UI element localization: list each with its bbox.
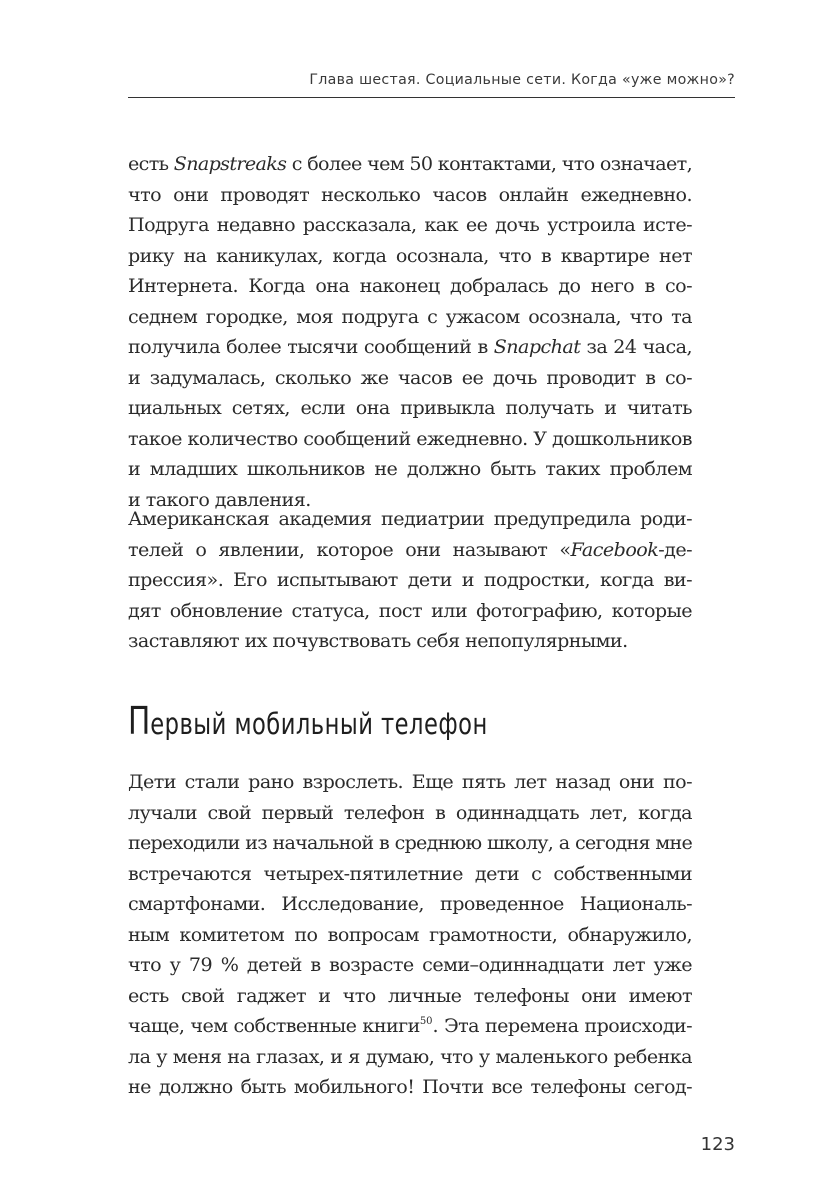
- text-line: не должно быть мобильного! Почти все телефоны сегод-: [128, 1075, 692, 1099]
- text-line: рику на каникулах, когда осознала, что в квартире нет: [128, 243, 692, 267]
- text-line: ным комитетом по вопросам грамотности, обнаружило,: [128, 922, 692, 946]
- text-line: что у 79 % детей в возрасте семи–одиннадцати лет уже: [128, 953, 692, 977]
- text-line: и задумалась, сколько же часов ее дочь проводит в со-: [128, 365, 692, 389]
- text-line: смартфонами. Исследование, проведенное Националь-: [128, 892, 692, 916]
- text-line: получила более тысячи сообщений в Snapchat за 24 часа,: [128, 335, 692, 359]
- paragraph-facebook-depression: [128, 504, 692, 657]
- paragraph-snapstreaks: [128, 149, 692, 516]
- section-heading: [128, 696, 488, 754]
- heading-rest: ервый мобильный телефон: [150, 707, 488, 741]
- text-line: переходили из начальной в среднюю школу, а сегодня мне: [128, 831, 692, 855]
- text-line: и младших школьников не должно быть таких проблем: [128, 457, 692, 481]
- text-line: Интернета. Когда она наконец добралась до него в со-: [128, 274, 692, 298]
- footnote-marker: 50: [419, 1016, 433, 1028]
- running-head: Глава шестая. Социальные сети. Когда «уже можно»?: [309, 72, 735, 88]
- text-line: заставляют их почувствовать себя непопулярными.: [128, 629, 628, 653]
- text-line: Подруга недавно рассказала, как ее дочь устроила исте-: [128, 213, 692, 237]
- text-line: седнем городке, моя подруга с ужасом осознала, что та: [128, 304, 692, 328]
- text-line: Американская академия педиатрии предупредила роди-: [128, 507, 692, 530]
- text-line: такое количество сообщений ежедневно. У дошкольников: [128, 426, 692, 450]
- paragraph-first-phone: [128, 767, 692, 1103]
- text-line: дят обновление статуса, пост или фотографию, которые: [128, 598, 692, 622]
- page-number: 123: [700, 1134, 735, 1155]
- text-line: есть Snapstreaks с более чем 50 контактами, что означает,: [128, 152, 692, 175]
- text-line: встречаются четырех-пятилетние дети с собственными: [128, 861, 692, 885]
- text-line: есть свой гаджет и что личные телефоны они имеют: [128, 983, 692, 1007]
- text-line: ла у меня на глазах, и я думаю, что у маленького ребенка: [128, 1044, 692, 1068]
- text-line: и такого давления.: [128, 488, 311, 512]
- heading-initial: П: [128, 699, 151, 743]
- text-line: телей о явлении, которое они называют «Facebook-де-: [128, 537, 692, 561]
- text-line: прессия». Его испытывают дети и подростки, когда ви-: [128, 568, 692, 592]
- text-line: циальных сетях, если она привыкла получать и читать: [128, 396, 692, 420]
- text-line: чаще, чем собственные книги$^{50}$. Эта перемена происходи-: [128, 1014, 692, 1038]
- text-line: что они проводят несколько часов онлайн ежедневно.: [128, 182, 692, 206]
- text-line: лучали свой первый телефон в одиннадцать лет, когда: [128, 800, 692, 824]
- header-rule: [128, 97, 735, 98]
- text-line: Дети стали рано взрослеть. Еще пять лет назад они по-: [128, 770, 692, 793]
